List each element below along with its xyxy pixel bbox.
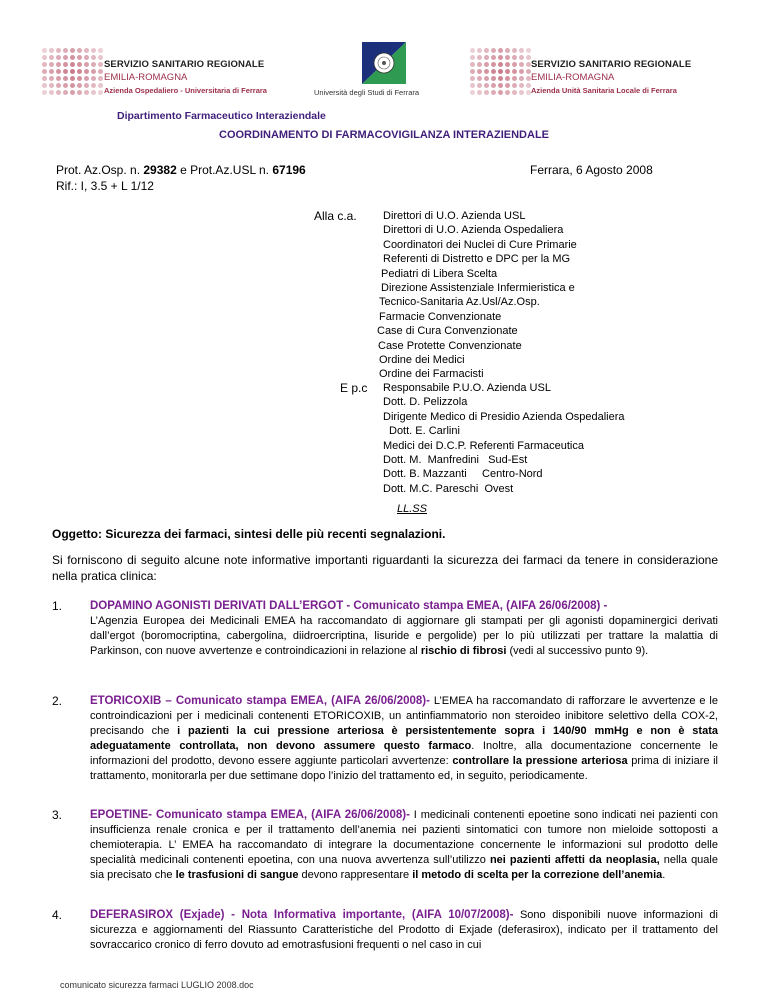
logo-dot xyxy=(98,62,103,67)
protocol-line xyxy=(56,162,306,178)
intro-paragraph: Si forniscono di seguito alcune note informative importanti riguardanti la sicurezza dei farmaci da tenere in considerazione nella pratica clinica: xyxy=(52,553,718,583)
item-title: DOPAMINO AGONISTI DERIVATI DALL’ERGOT - Comunicato stampa EMEA, (AIFA 26/06/2008) - xyxy=(90,600,608,612)
protocol-middle: e Prot.Az.USL n. xyxy=(176,163,273,177)
logo-dot xyxy=(498,69,503,74)
logo-dot xyxy=(484,69,489,74)
item-body xyxy=(90,599,718,659)
logo-dot xyxy=(491,62,496,67)
item-emphasis: controllare la pressione arteriosa xyxy=(452,755,628,767)
logo-dot xyxy=(498,55,503,60)
right-brand-line3: Azienda Unità Sanitaria Locale di Ferrara xyxy=(531,86,677,95)
logo-dot xyxy=(70,48,75,53)
logo-dot xyxy=(91,62,96,67)
alla-recipient-list xyxy=(377,209,577,382)
logo-dot xyxy=(84,69,89,74)
left-brand-line1: SERVIZIO SANITARIO REGIONALE xyxy=(104,59,265,70)
logo-dot xyxy=(512,83,517,88)
logo-dot xyxy=(70,62,75,67)
item-text: . Inoltre, alla documentazione concernente le informazioni del prodotto, devono essere aggiunte particolari avvertenze: xyxy=(90,740,718,767)
recipient-item: Case di Cura Convenzionate xyxy=(377,325,518,338)
recipient-item: Dott. B. Mazzanti Centro-Nord xyxy=(383,468,543,481)
logo-dot xyxy=(98,90,103,95)
recipient-item: Direttori di U.O. Azienda USL xyxy=(383,210,526,222)
document-date: Ferrara, 6 Agosto 2008 xyxy=(530,163,653,177)
logo-dot xyxy=(77,48,82,53)
recipient-item: Case Protette Convenzionate xyxy=(378,339,522,352)
item-text: (vedi al successivo punto 9). xyxy=(506,645,649,657)
left-brand-line2: EMILIA-ROMAGNA xyxy=(104,72,188,83)
logo-dot xyxy=(519,48,524,53)
item-text: . xyxy=(662,869,666,881)
logo-dot xyxy=(512,48,517,53)
logo-dot xyxy=(512,90,517,95)
item-text: nella quale sia precisato che xyxy=(90,854,718,881)
left-brand-line3: Azienda Ospedaliero - Universitaria di Ferrara xyxy=(104,86,267,95)
logo-dot xyxy=(84,76,89,81)
logo-dot xyxy=(98,76,103,81)
logo-dot xyxy=(42,90,47,95)
logo-dot xyxy=(498,48,503,53)
recipient-item: Direzione Assistenziale Infermieristica e xyxy=(381,282,575,295)
recipient-item: Farmacie Convenzionate xyxy=(379,310,502,323)
logo-dot xyxy=(77,69,82,74)
item-text: L’EMEA ha raccomandato di rafforzare le avvertenze e le controindicazioni per i medicinali contenenti ETORICOXIB, un antinfiammatorio non steroideo inibitore selettivo della COX-2, precisando che xyxy=(90,695,718,737)
logo-dot xyxy=(498,76,503,81)
logo-dot xyxy=(470,55,475,60)
logo-dot xyxy=(70,90,75,95)
logo-dot xyxy=(49,62,54,67)
logo-dot xyxy=(91,90,96,95)
protocol-usl-number: 67196 xyxy=(272,163,306,177)
recipient-item: Ordine dei Medici xyxy=(379,354,465,367)
logo-dot xyxy=(42,83,47,88)
logo-dot xyxy=(512,62,517,67)
document-filename: comunicato sicurezza farmaci LUGLIO 2008.doc xyxy=(60,980,254,990)
alla-label: Alla c.a. xyxy=(314,209,357,223)
logo-dot xyxy=(505,55,510,60)
logo-dot xyxy=(42,48,47,53)
logo-dot xyxy=(98,69,103,74)
logo-dot xyxy=(512,76,517,81)
logo-dot xyxy=(56,76,61,81)
logo-dot xyxy=(42,69,47,74)
right-brand xyxy=(531,58,691,97)
department-title: Dipartimento Farmaceutico Interaziendale xyxy=(117,110,326,122)
logo-dot xyxy=(491,76,496,81)
logo-dot xyxy=(512,55,517,60)
logo-dot xyxy=(42,55,47,60)
logo-dot xyxy=(77,90,82,95)
logo-dot xyxy=(42,62,47,67)
left-brand xyxy=(104,58,267,97)
logo-dot xyxy=(477,83,482,88)
logo-dot xyxy=(470,62,475,67)
logo-dot xyxy=(77,62,82,67)
item-text: Sono disponibili nuove informazioni di sicurezza e aggiornamenti del Riassunto Caratteristiche del Prodotto di Exjade (deferasirox), indicato per il trattamento del sovraccarico cronico di ferro dovuto ad emotrasfusioni frequenti o nel caso in cui xyxy=(90,909,718,951)
recipient-item: Dott. D. Pelizzola xyxy=(383,396,468,409)
logo-dot xyxy=(470,83,475,88)
item-title: ETORICOXIB – Comunicato stampa EMEA, (AIFA 26/06/2008)- xyxy=(90,695,430,707)
reference-line: Rif.: I, 3.5 + L 1/12 xyxy=(56,179,154,193)
logo-dot xyxy=(49,83,54,88)
recipient-item: Coordinatori dei Nuclei di Cure Primarie xyxy=(383,238,577,251)
logo-dot xyxy=(98,48,103,53)
item-number: 4. xyxy=(52,908,63,922)
logo-dot xyxy=(70,76,75,81)
logo-dot xyxy=(491,90,496,95)
logo-dot xyxy=(505,48,510,53)
logo-dot xyxy=(484,90,489,95)
recipient-item: Tecnico-Sanitaria Az.Usl/Az.Osp. xyxy=(379,296,540,309)
logo-dot xyxy=(70,55,75,60)
logo-dot xyxy=(477,48,482,53)
llss-note: LL.SS xyxy=(397,503,427,515)
logo-dot xyxy=(49,76,54,81)
logo-dot xyxy=(84,90,89,95)
item-number: 3. xyxy=(52,808,63,822)
logo-dot xyxy=(512,69,517,74)
logo-dot xyxy=(63,62,68,67)
logo-dot xyxy=(491,69,496,74)
logo-dot xyxy=(477,55,482,60)
logo-dot xyxy=(98,55,103,60)
right-brand-line2: EMILIA-ROMAGNA xyxy=(531,72,615,83)
logo-dot xyxy=(477,69,482,74)
logo-dot xyxy=(519,55,524,60)
logo-dot xyxy=(49,90,54,95)
recipient-item: Medici dei D.C.P. Referenti Farmaceutica xyxy=(383,439,584,452)
ep-label: E p.c xyxy=(340,381,368,395)
logo-dot xyxy=(91,69,96,74)
logo-dot xyxy=(63,90,68,95)
logo-dot xyxy=(84,55,89,60)
logo-dot xyxy=(84,48,89,53)
logo-dot xyxy=(470,69,475,74)
logo-dot xyxy=(526,48,531,53)
logo-dot xyxy=(56,69,61,74)
logo-dot xyxy=(470,48,475,53)
logo-dot xyxy=(484,48,489,53)
logo-dot xyxy=(505,83,510,88)
logo-dot xyxy=(91,55,96,60)
logo-dot xyxy=(477,62,482,67)
logo-dot xyxy=(77,83,82,88)
logo-dot xyxy=(505,62,510,67)
logo-dot xyxy=(505,69,510,74)
logo-dot xyxy=(484,55,489,60)
logo-dot xyxy=(77,76,82,81)
recipient-item: Pediatri di Libera Scelta xyxy=(381,267,498,280)
logo-dot xyxy=(491,48,496,53)
logo-dot xyxy=(49,48,54,53)
logo-dot xyxy=(505,76,510,81)
item-text: I medicinali contenenti epoetine sono indicati nei pazienti con insufficienza renale cronica e per il trattamento dell’anemia nei pazienti sintomatici con tumore non mieloide sottoposti a chemioterapia. L’ EMEA ha raccomandato di integrare la documentazione concernente le informazioni sul prodotto delle specialità medicinali contenenti epoetina, con una nuova avvertenza sull’utilizzo xyxy=(90,809,718,866)
item-title: EPOETINE- Comunicato stampa EMEA, (AIFA 26/06/2008)- xyxy=(90,809,410,821)
item-body xyxy=(90,808,718,883)
recipient-item: Responsabile P.U.O. Azienda USL xyxy=(383,382,551,394)
logo-dot xyxy=(91,76,96,81)
logo-dot xyxy=(519,83,524,88)
logo-dot xyxy=(42,76,47,81)
logo-dot xyxy=(63,48,68,53)
university-seal-icon xyxy=(362,42,406,84)
logo-dot xyxy=(98,83,103,88)
protocol-osp-number: 29382 xyxy=(143,163,177,177)
logo-dot xyxy=(84,83,89,88)
logo-dot xyxy=(56,90,61,95)
item-number: 1. xyxy=(52,599,63,613)
recipient-item: Referenti di Distretto e DPC per la MG xyxy=(383,253,571,266)
logo-dot xyxy=(63,76,68,81)
logo-dot xyxy=(491,83,496,88)
logo-dot xyxy=(477,76,482,81)
logo-dot xyxy=(519,69,524,74)
item-number: 2. xyxy=(52,694,63,708)
recipient-item: Dott. M. Manfredini Sud-Est xyxy=(383,454,528,467)
logo-dot xyxy=(519,62,524,67)
item-emphasis: nei pazienti affetti da neoplasia, xyxy=(489,854,660,866)
right-brand-line1: SERVIZIO SANITARIO REGIONALE xyxy=(531,59,692,70)
recipient-item: Direttori di U.O. Azienda Ospedaliera xyxy=(383,224,564,237)
university-name: Università degli Studi di Ferrara xyxy=(314,88,420,97)
item-title: DEFERASIROX (Exjade) - Nota Informativa importante, (AIFA 10/07/2008)- xyxy=(90,909,514,921)
logo-dot xyxy=(70,69,75,74)
logo-dot xyxy=(519,76,524,81)
item-body xyxy=(90,908,718,953)
item-body xyxy=(90,694,718,784)
logo-dot xyxy=(470,76,475,81)
logo-dot xyxy=(56,62,61,67)
item-emphasis: le trasfusioni di sangue xyxy=(175,869,299,881)
logo-dot xyxy=(484,76,489,81)
ep-recipient-list xyxy=(381,381,625,496)
logo-dot xyxy=(91,48,96,53)
item-emphasis: rischio di fibrosi xyxy=(420,645,507,657)
logo-dot xyxy=(56,55,61,60)
logo-dot xyxy=(491,55,496,60)
logo-dot xyxy=(91,83,96,88)
subject-line: Oggetto: Sicurezza dei farmaci, sintesi delle più recenti segnalazioni. xyxy=(52,527,446,541)
logo-dot xyxy=(63,55,68,60)
logo-dot xyxy=(470,90,475,95)
item-text: devono rappresentare xyxy=(298,869,413,881)
recipient-item: Dott. E. Carlini xyxy=(389,425,460,438)
logo-dot xyxy=(484,62,489,67)
logo-dot xyxy=(70,83,75,88)
protocol-prefix: Prot. Az.Osp. n. xyxy=(56,163,144,177)
right-logo-mark xyxy=(470,48,531,95)
logo-dot xyxy=(498,83,503,88)
logo-dot xyxy=(484,83,489,88)
item-text: prima di iniziare il trattamento, monitorarla per due settimane dopo l’inizio del trattamento ed, in seguito, periodicamente. xyxy=(90,755,718,782)
logo-dot xyxy=(77,55,82,60)
left-logo-mark xyxy=(42,48,103,95)
logo-dot xyxy=(63,69,68,74)
logo-dot xyxy=(505,90,510,95)
logo-dot xyxy=(49,69,54,74)
recipient-item: Ordine dei Farmacisti xyxy=(379,368,484,381)
coordination-title: COORDINAMENTO DI FARMACOVIGILANZA INTERAZIENDALE xyxy=(219,129,549,141)
recipient-item: Dirigente Medico di Presidio Azienda Ospedaliera xyxy=(383,410,625,423)
logo-dot xyxy=(498,90,503,95)
logo-dot xyxy=(519,90,524,95)
logo-dot xyxy=(56,48,61,53)
logo-dot xyxy=(63,83,68,88)
logo-dot xyxy=(84,62,89,67)
logo-dot xyxy=(498,62,503,67)
logo-dot xyxy=(49,55,54,60)
recipient-item: Dott. M.C. Pareschi Ovest xyxy=(383,482,514,495)
item-emphasis: i pazienti la cui pressione arteriosa è persistentemente sopra i 140/90 mmHg e non è stata adeguatamente controllata, non devono assumere questo farmaco xyxy=(90,725,718,752)
item-emphasis: il metodo di scelta per la correzione dell’anemia xyxy=(412,869,663,881)
logo-dot xyxy=(477,90,482,95)
logo-dot xyxy=(56,83,61,88)
item-text: L’Agenzia Europea dei Medicinali EMEA ha raccomandato di aggiornare gli stampati per gli agonisti dopaminergici derivati dall’ergot (boromocriptina, cabergolina, diidroercriptina, lisuride e pergolide) per lo più utilizzati per trattare la malattia di Parkinson, con nuove avvertenze e controindicazioni in relazione al xyxy=(90,615,718,657)
